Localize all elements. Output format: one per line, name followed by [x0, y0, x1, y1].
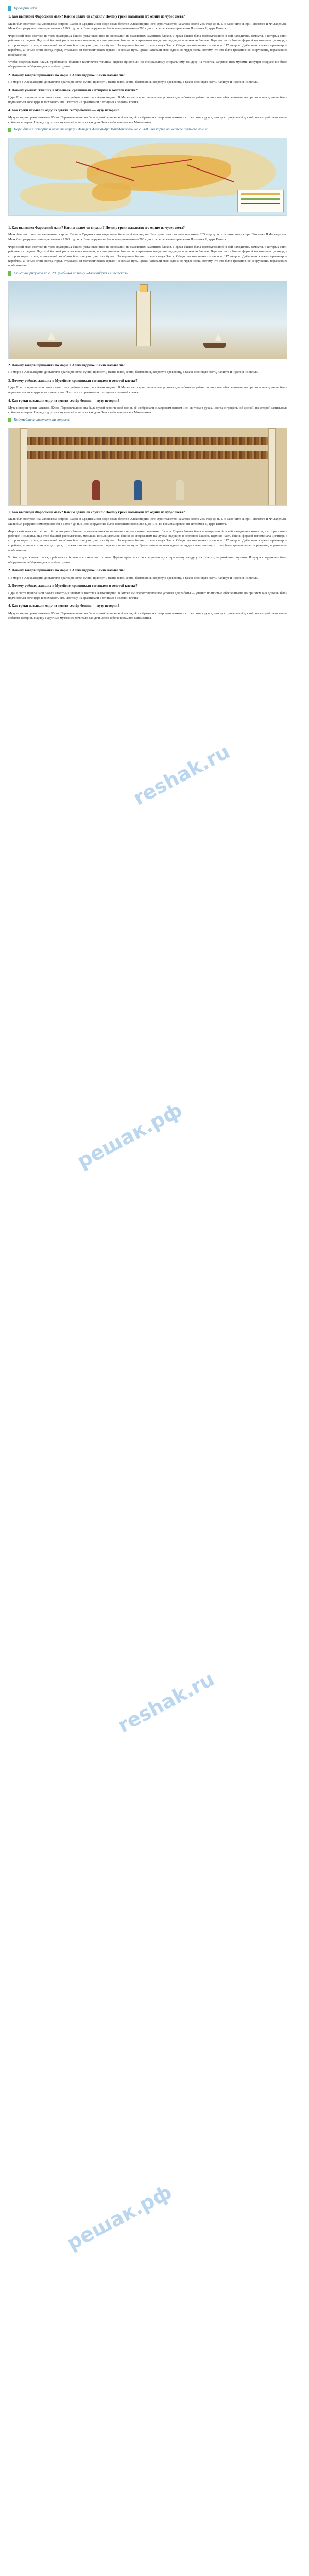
legend-empire-swatch	[241, 193, 280, 195]
section-marker	[8, 6, 11, 11]
answer-3-repeat: Цари Египта приглашали самых известных учёных и поэтов в Александрию. В Мусее им предоставляли все условия для работы — учёных полностью обеспечивали, но при этом они должны были подчиняться воле царя и восхвалять его. Поэтому их сравнивали с птицами в золотой клетке.	[8, 386, 287, 395]
legend-route-swatch	[241, 203, 280, 204]
library-figure	[8, 428, 287, 506]
answer-4-final: Музу истории греки называли Клио. Первоначально она была музой героической песни, её изображали с лавровым венком и со свитком в руках, иногда с грифельной доской, на которой записывала события истории. Наряду с другими музами её почитали как дочь Зевса и богини памяти Мнемозины.	[8, 611, 287, 620]
pharos-image	[9, 281, 287, 359]
figure-3-caption-row	[8, 418, 287, 422]
figure-1-caption-row	[8, 127, 287, 132]
answer-1-final-p3: Чтобы поддерживать пламя, требовалось большое количество топлива. Дерево привозили по специальному спиральному пандусу на телегах, запряжённых мулами. Изнутри сооружение было оборудовано лебёдками для подъёма грузов.	[8, 555, 287, 565]
answer-1-final-p1: Маяк был построен на маленьком острове Фарос в Средиземном море возле берегов Александрии. Его строительство началось около 285 года до н. э. и закончилось при Птолемее II Филадельфе. Маяк был разрушен землетрясением в 1303 г. до н. э. Его сооружение было завершено около 283 г. до н. э., во времена правления Птолемея II, царя Египта.	[8, 517, 287, 526]
figure-2-caption: Описание рисунков на с. 208 учебника на тему «Александрия Египетская».	[14, 270, 129, 275]
figure-marker	[8, 271, 11, 276]
bookshelf-1	[25, 437, 270, 445]
watermark-1: reshak.ru	[129, 740, 234, 810]
answer-1-repeat-p1: Маяк был построен на маленьком острове Фарос в Средиземном море возле берегов Александрии. Его строительство началось около 285 года до н. э. и закончилось при Птолемее II Филадельфе. Маяк был разрушен землетрясением в 1303 г. до н. э. Его сооружение было завершено около 283 г. до н. э., во времена правления Птолемея II, царя Египта.	[8, 233, 287, 242]
question-2-final: 2. Почему товары привозили по морю в Александрию? Какие называли?	[8, 569, 125, 573]
question-3-repeat: 3. Почему учёных, живших в Мусейоне, сравнивали с птицами в золотой клетке?	[8, 379, 138, 383]
answer-2-repeat: По морю в Александрию доставляли драгоценности, сукно, пряности, ткани, вино, зерно, благовония, кедровую древесину, а также слоновую кость, папирус и изделия из стекла.	[8, 370, 259, 375]
figure-marker	[8, 418, 11, 422]
column-left	[20, 428, 27, 505]
answer-3: Цари Египта приглашали самых известных учёных и поэтов в Александрию. В Мусее им предоставляли все условия для работы — учёных полностью обеспечивали, но при этом они должны были подчиняться воле царя и восхвалять его. Поэтому их сравнивали с птицами в золотой клетке.	[8, 96, 287, 105]
answer-2: По морю в Александрию доставляли драгоценности, сукно, пряности, ткани, вино, зерно, благовония, кедровую древесину, а также слоновую кость, папирус и изделия из стекла.	[8, 80, 259, 84]
figure-1-caption: Перейдите в историю и изучите карту «Империя Александра Македонского» на с. 260 и на карте отметьте путь его армии.	[14, 127, 209, 132]
lighthouse-illustration	[136, 291, 151, 346]
question-2: 2. Почему товары привозили по морю в Александрию? Какие называли?	[8, 73, 125, 77]
ship-2	[203, 343, 226, 348]
question-4-repeat: 4. Как греки называли одну из девяти сестёр-богинь — музу истории?	[8, 399, 119, 403]
library-image	[9, 428, 287, 505]
section-title-text: Проверим себя	[14, 6, 37, 10]
answer-2-final: По морю в Александрию доставляли драгоценности, сукно, пряности, ткани, вино, зерно, благовония, кедровую древесину, а также слоновую кость, папирус и изделия из стекла.	[8, 575, 259, 580]
bookshelf-2	[25, 451, 270, 459]
figure-marker	[8, 128, 11, 132]
watermark-2: решак.рф	[73, 1098, 186, 1173]
question-1: 1. Как выглядел Фаросский маяк? Каким целям он служил? Почему греки называли его одним из чудес света?	[8, 15, 185, 19]
watermark-3: reshak.ru	[114, 1667, 218, 1737]
section-title	[8, 6, 287, 11]
answer-1-p3: Чтобы поддерживать пламя, требовалось большое количество топлива. Дерево привозили по специальному спиральному пандусу на телегах, запряжённых мулами. Изнутри сооружение было оборудовано лебёдками для подъёма грузов.	[8, 60, 287, 69]
question-1-repeat: 1. Как выглядел Фаросский маяк? Каким целям он служил? Почему греки называли его одним из чудес света?	[8, 226, 185, 230]
pharos-figure	[8, 281, 287, 359]
answer-1-p1: Маяк был построен на маленьком острове Фарос в Средиземном море возле берегов Александрии. Его строительство началось около 285 года до н. э. и закончилось при Птолемее II Филадельфе. Маяк был разрушен землетрясением в 1303 г. до н. э. Его сооружение было завершено около 283 г. до н. э., во времена правления Птолемея II, царя Египта.	[8, 22, 287, 30]
figure-2-caption-row	[8, 271, 287, 276]
ship-1	[37, 342, 62, 347]
answer-1-final-p2: Фаросский маяк состоял из трёх мраморных башен, установленных на основании из массивных каменных блоков. Первая башня была прямоугольной, в ней находились комнаты, в которых жили рабочие и солдаты. Над этой башней располагалась меньшая, восьмиугольная башня со спиральным пандусом, ведущим в верхнюю башню. Верхняя часть башни формой напоминала цилиндр, в котором горел огонь, помогавший кораблям благополучно достичь бухты. На вершине башни стояла статуя Зевса. Общая высота маяка составляла 117 метров. Днём маяк служил ориентиром кораблям, а ночью огонь всегда горел, отражаясь от металлических зеркал и освещая путь. Греки называли маяк одним из чудес света, потому что это было грандиозное сооружение, поражавшее воображение.	[8, 529, 287, 552]
question-1-final: 1. Как выглядел Фаросский маяк? Каким целям он служил? Почему греки называли его одним из чудес света?	[8, 510, 185, 514]
figure-person-2	[134, 480, 142, 500]
empire-map-figure	[8, 138, 287, 216]
question-4-final: 4. Как греки называли одну из девяти сестёр-богинь — музу истории?	[8, 604, 119, 608]
column-right	[268, 428, 276, 505]
lighthouse-fire	[140, 284, 148, 292]
answer-1-p2: Фаросский маяк состоял из трёх мраморных башен, установленных на основании из массивных каменных блоков. Первая башня была прямоугольной, в ней находились комнаты, в которых жили рабочие и солдаты. Над этой башней располагалась меньшая, восьмиугольная башня со спиральным пандусом, ведущим в верхнюю башню. Верхняя часть башни формой напоминала цилиндр, в котором горел огонь, помогавший кораблям благополучно достичь бухты. На вершине башни стояла статуя Зевса. Общая высота маяка составляла 117 метров. Днём маяк служил ориентиром кораблям, а ночью огонь всегда горел, отражаясь от металлических зеркал и освещая путь. Греки называли маяк одним из чудес света, потому что это было грандиозное сооружение, поражавшее воображение.	[8, 34, 287, 57]
sail-2	[215, 334, 222, 341]
question-2-repeat: 2. Почему товары привозили по морю в Александрию? Какие называли?	[8, 363, 125, 367]
figure-person-3	[176, 480, 184, 500]
map-legend	[237, 190, 284, 212]
answer-3-final: Цари Египта приглашали самых известных учёных и поэтов в Александрию. В Мусее им предоставляли все условия для работы — учёных полностью обеспечивали, но при этом они должны были подчиняться воле царя и восхвалять его. Поэтому их сравнивали с птицами в золотой клетке.	[8, 591, 287, 600]
figure-person-1	[92, 480, 100, 500]
figure-3-caption: Подумайте и ответьте на вопросы.	[14, 417, 71, 422]
sail-1	[48, 332, 55, 340]
answer-4: Музу истории греки называли Клио. Первоначально она была музой героической песни, её изображали с лавровым венком и со свитком в руках, иногда с грифельной доской, на которой записывала события истории. Наряду с другими музами её почитали как дочь Зевса и богини памяти Мнемозины.	[8, 116, 287, 125]
answer-1-repeat-p2: Фаросский маяк состоял из трёх мраморных башен, установленных на основании из массивных каменных блоков. Первая башня была прямоугольной, в ней находились комнаты, в которых жили рабочие и солдаты. Над этой башней располагалась меньшая, восьмиугольная башня со спиральным пандусом, ведущим в верхнюю башню. Верхняя часть башни формой напоминала цилиндр, в котором горел огонь, помогавший кораблям благополучно достичь бухты. На вершине башни стояла статуя Зевса. Общая высота маяка составляла 117 метров. Днём маяк служил ориентиром кораблям, а ночью огонь всегда горел, отражаясь от металлических зеркал и освещая путь. Греки называли маяк одним из чудес света, потому что это было грандиозное сооружение, поражавшее воображение.	[8, 245, 287, 268]
empire-map	[9, 138, 287, 215]
question-4: 4. Как греки называли одну из девяти сестёр-богинь — музу истории?	[8, 109, 119, 113]
question-3-final: 3. Почему учёных, живших в Мусейоне, сравнивали с птицами в золотой клетке?	[8, 584, 138, 588]
legend-land-swatch	[241, 198, 280, 200]
watermark-4: решак.рф	[63, 2180, 176, 2255]
answer-4-repeat: Музу истории греки называли Клио. Первоначально она была музой героической песни, её изображали с лавровым венком и со свитком в руках, иногда с грифельной доской, на которой записывала события истории. Наряду с другими музами её почитали как дочь Зевса и богини памяти Мнемозины.	[8, 406, 287, 415]
question-3: 3. Почему учёных, живших в Мусейоне, сравнивали с птицами в золотой клетке?	[8, 89, 138, 93]
